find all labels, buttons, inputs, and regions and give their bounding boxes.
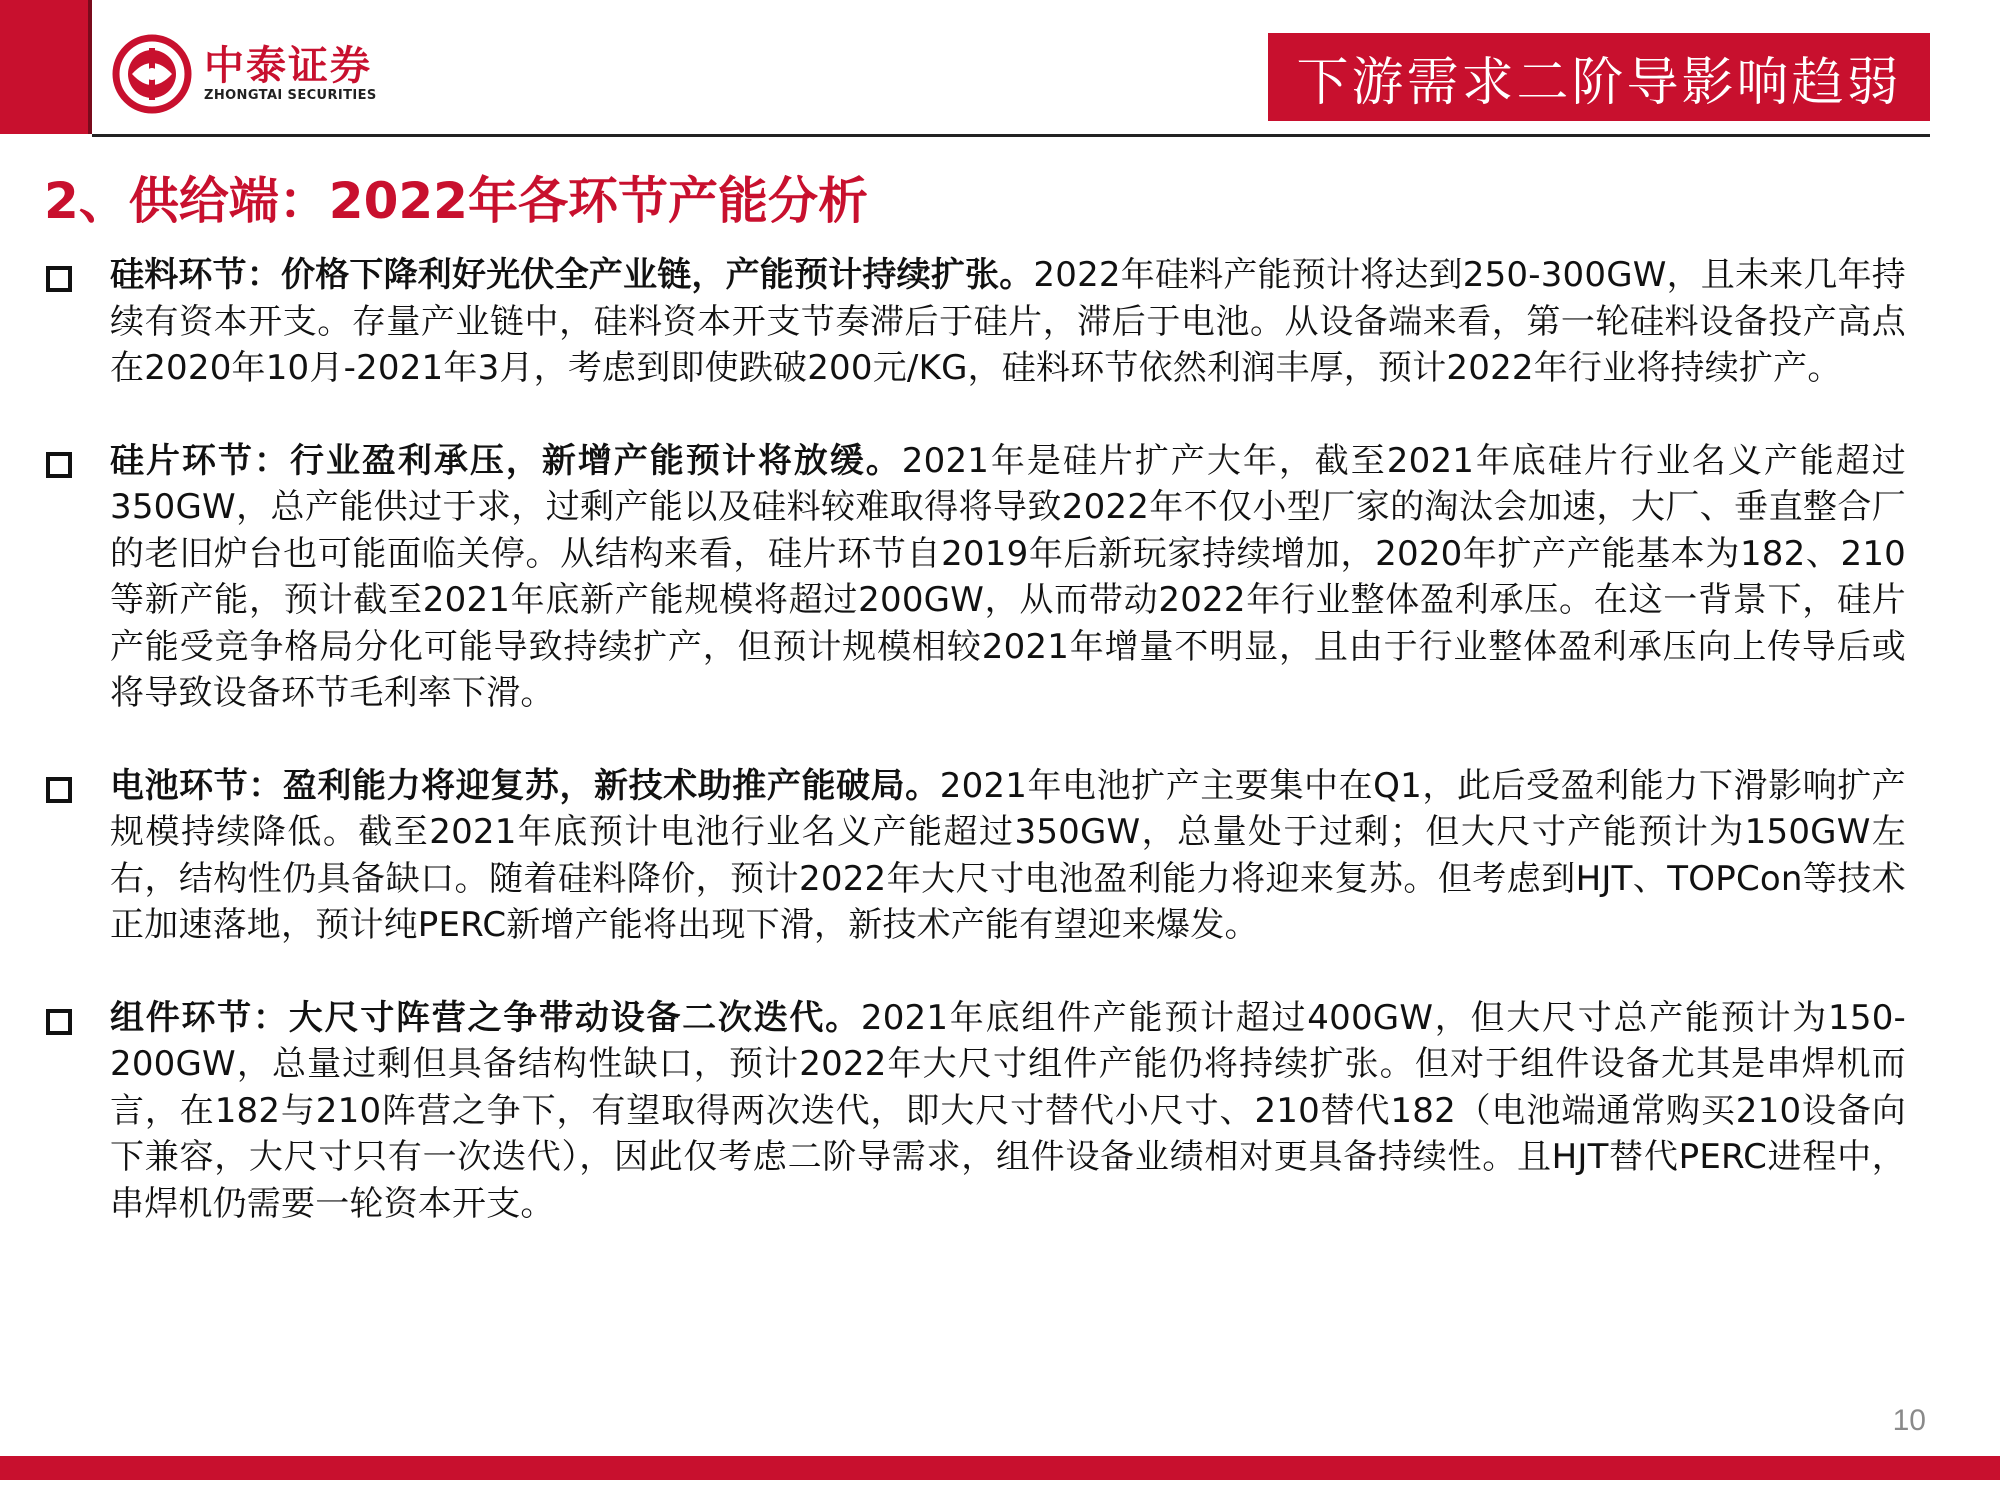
bullet-text	[110, 252, 1906, 392]
header-left-bar	[0, 0, 88, 134]
logo-chinese-name: 中泰证券	[204, 43, 372, 89]
checkbox-icon	[46, 777, 72, 803]
bullet-body: 2022年硅料产能预计将达到250-300GW，且未来几年持续有资本开支。存量产业链中，硅料资本开支节奏滞后于硅片，滞后于电池。从设备端来看，第一轮硅料设备投产高点在2020年10月-2021年3月，考虑到即使跌破200元/KG，硅料环节依然利润丰厚，预计2022年行业将持续扩产。	[110, 255, 1906, 388]
bullet-item-wafer	[46, 438, 1926, 717]
checkbox-icon	[46, 266, 72, 292]
bullet-text	[110, 995, 1906, 1228]
bullet-text	[110, 438, 1906, 717]
bullet-text	[110, 763, 1906, 949]
logo-english-name: ZHONGTAI SECURITIES	[204, 88, 377, 103]
header-divider	[92, 134, 1930, 137]
bullet-body: 2021年底组件产能预计超过400GW，但大尺寸总产能预计为150-200GW，总量过剩但具备结构性缺口，预计2022年大尺寸组件产能仍将持续扩张。但对于组件设备尤其是串焊机而言，在182与210阵营之争下，有望取得两次迭代，即大尺寸替代小尺寸、210替代182（电池端通常购买210设备向下兼容，大尺寸只有一次迭代），因此仅考虑二阶导需求，组件设备业绩相对更具备持续性。且HJT替代PERC进程中，串焊机仍需要一轮资本开支。	[110, 997, 1906, 1224]
banner-title: 下游需求二阶导影响趋弱	[1296, 52, 1902, 113]
checkbox-icon	[46, 1009, 72, 1035]
company-logo	[112, 34, 377, 114]
bullet-item-module	[46, 995, 1926, 1228]
footer-bar	[0, 1456, 2000, 1480]
bullet-heading: 硅片环节：行业盈利承压，新增产能预计将放缓。	[110, 440, 902, 481]
zhongtai-logo-icon	[112, 34, 192, 114]
checkbox-icon	[46, 452, 72, 478]
header-left-bar-accent	[88, 0, 92, 134]
section-title: 2、供给端：2022年各环节产能分析	[44, 172, 868, 230]
bullet-heading: 硅料环节：价格下降利好光伏全产业链，产能预计持续扩张。	[110, 255, 1034, 295]
page-number: 10	[1892, 1404, 1926, 1437]
logo-text	[204, 44, 377, 104]
bullet-heading: 电池环节：盈利能力将迎复苏，新技术助推产能破局。	[110, 765, 940, 806]
bullet-body: 2021年是硅片扩产大年，截至2021年底硅片行业名义产能超过350GW，总产能供过于求，过剩产能以及硅料较难取得将导致2022年不仅小型厂家的淘汰会加速，大厂、垂直整合厂的老旧炉台也可能面临关停。从结构来看，硅片环节自2019年后新玩家持续增加，2020年扩产产能基本为182、210等新产能，预计截至2021年底新产能规模将超过200GW，从而带动2022年行业整体盈利承压。在这一背景下，硅片产能受竞争格局分化可能导致持续扩产，但预计规模相较2021年增量不明显，且由于行业整体盈利承压向上传导后或将导致设备环节毛利率下滑。	[110, 440, 1906, 713]
bullet-item-cell	[46, 763, 1926, 949]
bullet-item-polysilicon	[46, 252, 1926, 392]
bullet-list	[46, 252, 1926, 1273]
header-banner	[1268, 33, 1930, 121]
bullet-body: 2021年电池扩产主要集中在Q1，此后受盈利能力下滑影响扩产规模持续降低。截至2021年底预计电池行业名义产能超过350GW，总量处于过剩；但大尺寸产能预计为150GW左右，结构性仍具备缺口。随着硅料降价，预计2022年大尺寸电池盈利能力将迎来复苏。但考虑到HJT、TOPCon等技术正加速落地，预计纯PERC新增产能将出现下滑，新技术产能有望迎来爆发。	[110, 765, 1906, 945]
bullet-heading: 组件环节：大尺寸阵营之争带动设备二次迭代。	[110, 997, 861, 1038]
